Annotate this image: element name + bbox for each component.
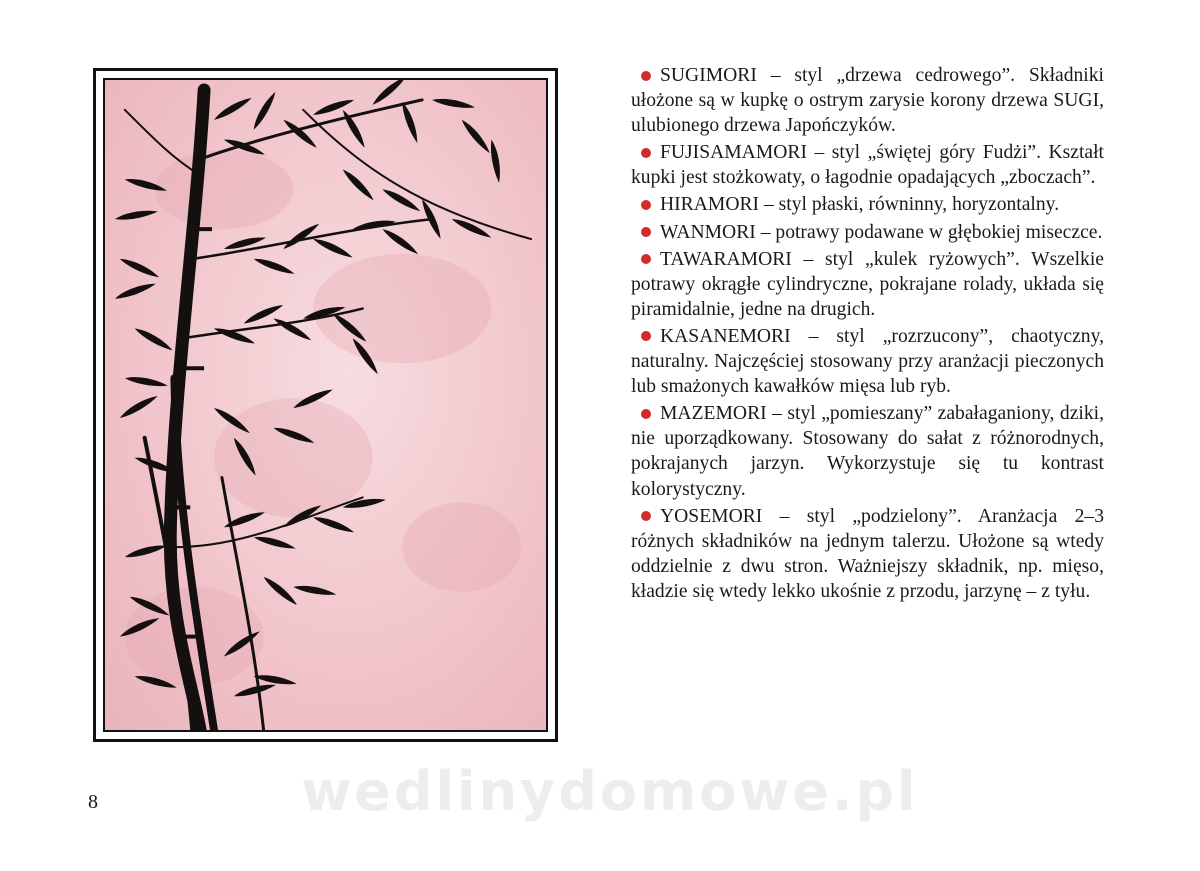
entry-term: WANMORI: [660, 221, 756, 243]
entry-term: KASANEMORI: [660, 325, 791, 347]
entry-term: TAWARAMORI: [660, 248, 792, 270]
entry-mazemori: [631, 401, 1104, 501]
entry-term: SUGIMORI: [660, 65, 757, 86]
entry-kasanemori: [631, 324, 1104, 399]
entry-text: – styl „świętej góry Fudżi”. Kształt kupki jest stożkowaty, o łagodnie opadających „zboczach”.: [631, 142, 1104, 189]
entry-term: HIRAMORI: [660, 194, 760, 216]
entry-text: – styl „drzewa cedrowego”. Składniki ułożone są w kupkę o ostrym zarysie korony drzewa SUGI, ulubionego drzewa Japończyków.: [631, 65, 1104, 137]
bullet-icon: [641, 254, 651, 264]
watermark: wedlinydomowe.pl: [301, 760, 919, 823]
entry-text: – styl „podzielony”. Aranżacja 2–3 różnych składników na jednym talerzu. Ułożone są wtedy oddzielnie z dwu stron. Ważniejszy składnik, np. mięso, kładzie się wtedy lekko ukośnie z przodu, jarzynę – z tyłu.: [631, 505, 1104, 602]
entry-fujisamamori: [631, 140, 1104, 190]
entry-hiramori: [631, 192, 1104, 217]
bullet-icon: [641, 200, 651, 210]
entry-text: – styl „kulek ryżowych”. Wszelkie potrawy okrągłe cylindryczne, pokrajane rolady, układa się piramidalnie, jedne na drugich.: [631, 248, 1104, 320]
entry-term: MAZEMORI: [660, 403, 767, 425]
entry-yosemori: [631, 504, 1104, 604]
illustration-frame: [93, 68, 558, 742]
entry-wanmori: [631, 220, 1104, 245]
entry-term: YOSEMORI: [660, 505, 763, 527]
bullet-icon: [641, 511, 651, 521]
entry-text: – potrawy podawane w głębokiej miseczce.: [755, 221, 1103, 243]
entry-text: – styl „rozrzucony”, chaotyczny, naturalny. Najczęściej stosowany przy aranżacji pieczonych lub smażonych kawałków mięsa lub ryb.: [631, 325, 1104, 398]
bullet-icon: [641, 71, 651, 81]
bamboo-painting: [105, 80, 546, 730]
bullet-icon: [641, 409, 651, 419]
entry-term: FUJISAMAMORI: [660, 142, 807, 164]
entry-tawaramori: [631, 247, 1104, 322]
entry-sugimori: [631, 63, 1104, 138]
bullet-icon: [641, 148, 651, 158]
text-column: [631, 63, 1104, 606]
entry-text: – styl „pomieszany” zabałaganiony, dziki, nie uporządkowany. Stosowany do sałat z różnorodnych, pokrajanych jarzyn. Wykorzystuje się tu kontrast kolorystyczny.: [631, 403, 1104, 500]
bamboo-illustration: [103, 78, 548, 732]
bullet-icon: [641, 227, 651, 237]
page-number: 8: [88, 791, 98, 813]
bullet-icon: [641, 331, 651, 341]
entry-text: – styl płaski, równinny, horyzontalny.: [759, 194, 1060, 216]
